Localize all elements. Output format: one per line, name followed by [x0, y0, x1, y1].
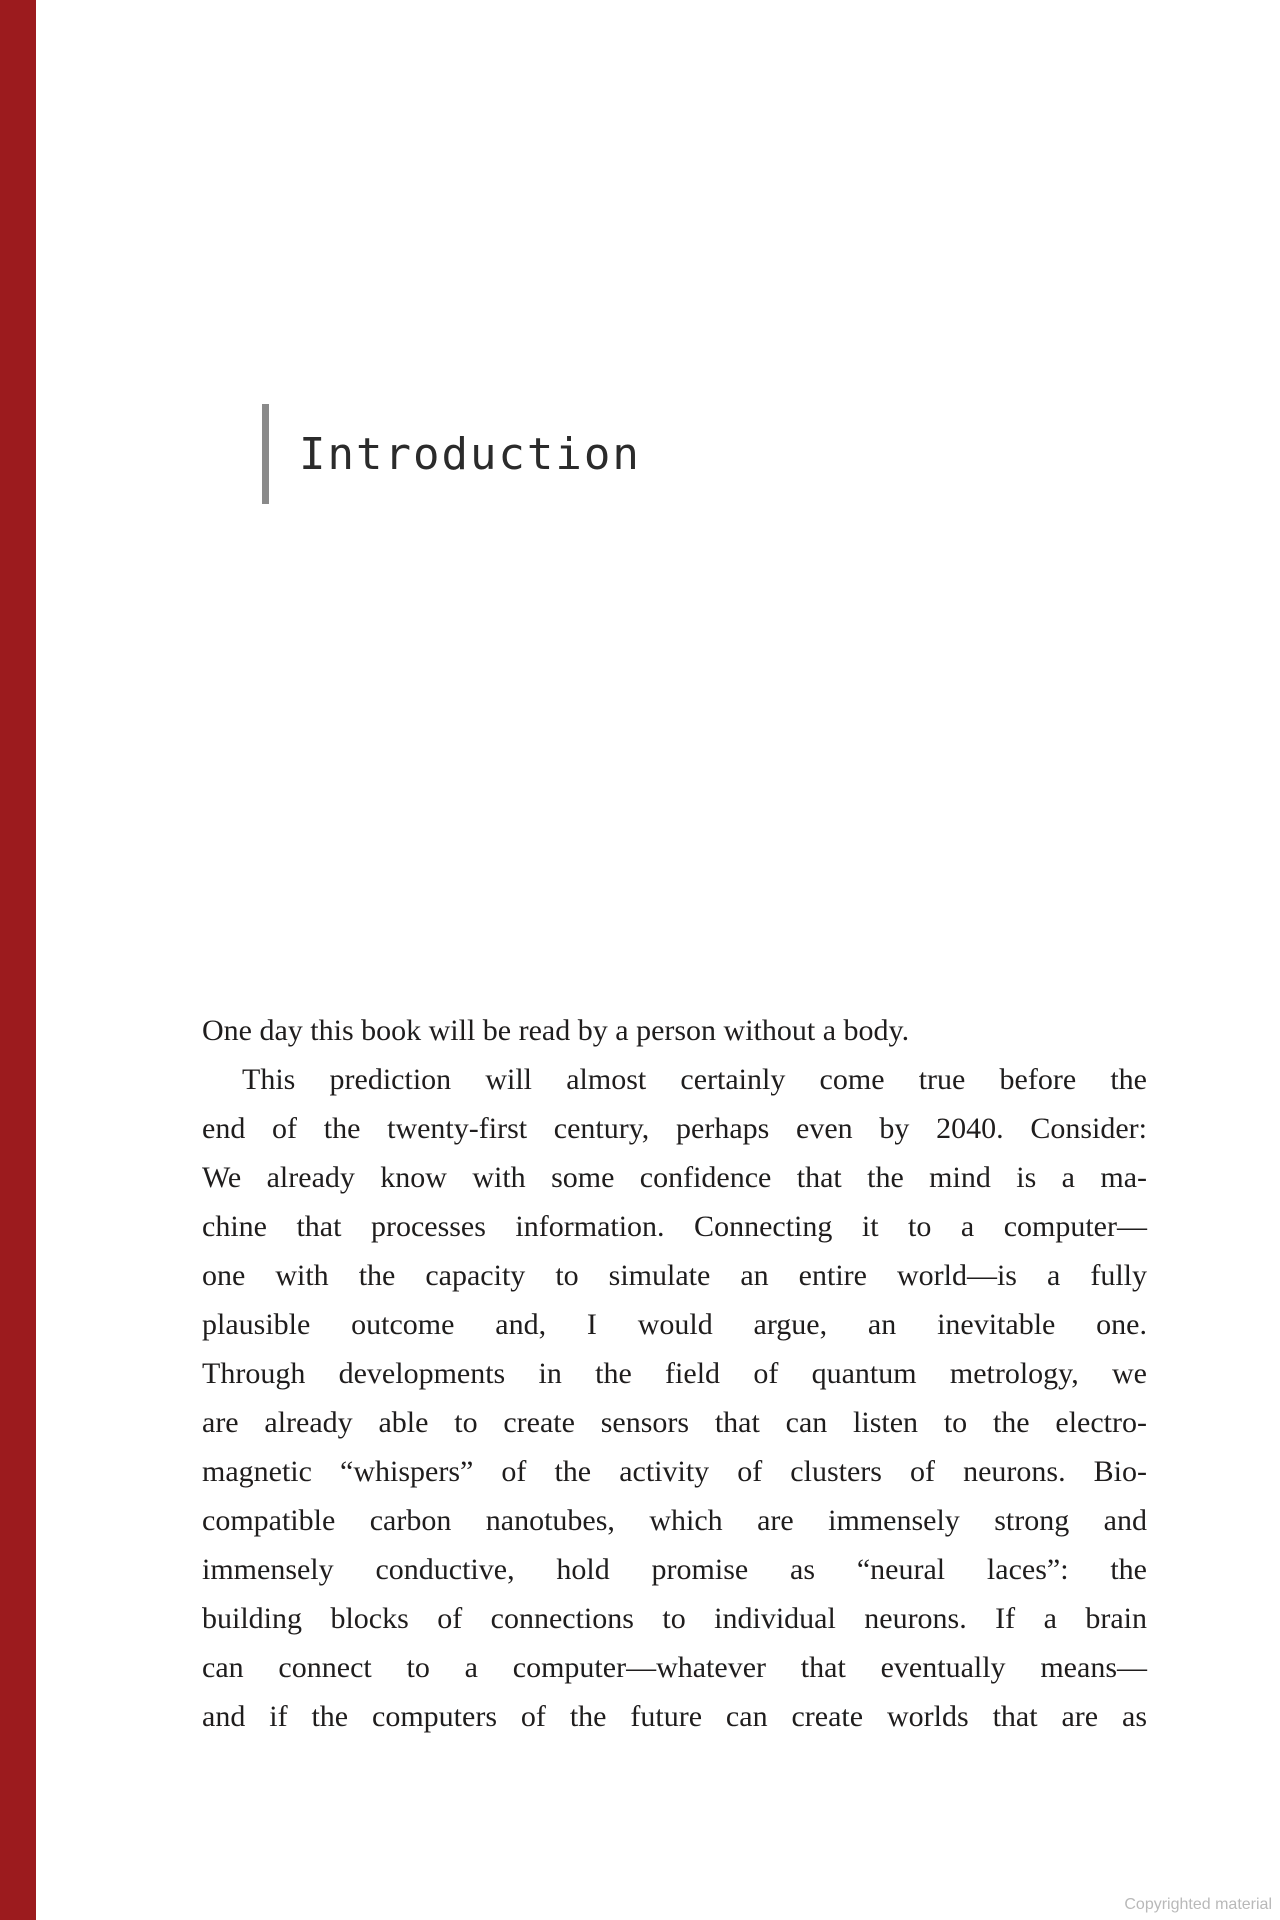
text-line: One day this book will be read by a person without a body. — [202, 1014, 910, 1047]
text-line: chine that processes information. Connecting it to a computer— — [202, 1210, 1147, 1243]
text-line: can connect to a computer—whatever that eventually means— — [202, 1651, 1147, 1684]
text-line: one with the capacity to simulate an entire world—is a fully — [202, 1259, 1147, 1292]
text-line: magnetic “whispers” of the activity of clusters of neurons. Bio- — [202, 1455, 1147, 1488]
text-line: compatible carbon nanotubes, which are immensely strong and — [202, 1504, 1147, 1537]
text-line: building blocks of connections to individual neurons. If a brain — [202, 1602, 1147, 1635]
chapter-heading — [262, 404, 641, 504]
body-text — [202, 1006, 1147, 1741]
copyright-note: Copyrighted material — [1124, 1896, 1272, 1913]
text-line: plausible outcome and, I would argue, an inevitable one. — [202, 1308, 1147, 1341]
text-line: We already know with some confidence that the mind is a ma- — [202, 1161, 1147, 1194]
text-line: immensely conductive, hold promise as “neural laces”: the — [202, 1553, 1147, 1586]
text-line: are already able to create sensors that can listen to the electro- — [202, 1406, 1147, 1439]
text-line: end of the twenty-first century, perhaps even by 2040. Consider: — [202, 1112, 1147, 1145]
text-line: and if the computers of the future can create worlds that are as — [202, 1700, 1147, 1733]
text-line: Through developments in the field of quantum metrology, we — [202, 1357, 1147, 1390]
chapter-title: Introduction — [299, 428, 641, 480]
page-spine — [0, 0, 36, 1920]
chapter-heading-bar — [262, 404, 269, 504]
text-line: This prediction will almost certainly come true before the — [242, 1063, 1147, 1096]
